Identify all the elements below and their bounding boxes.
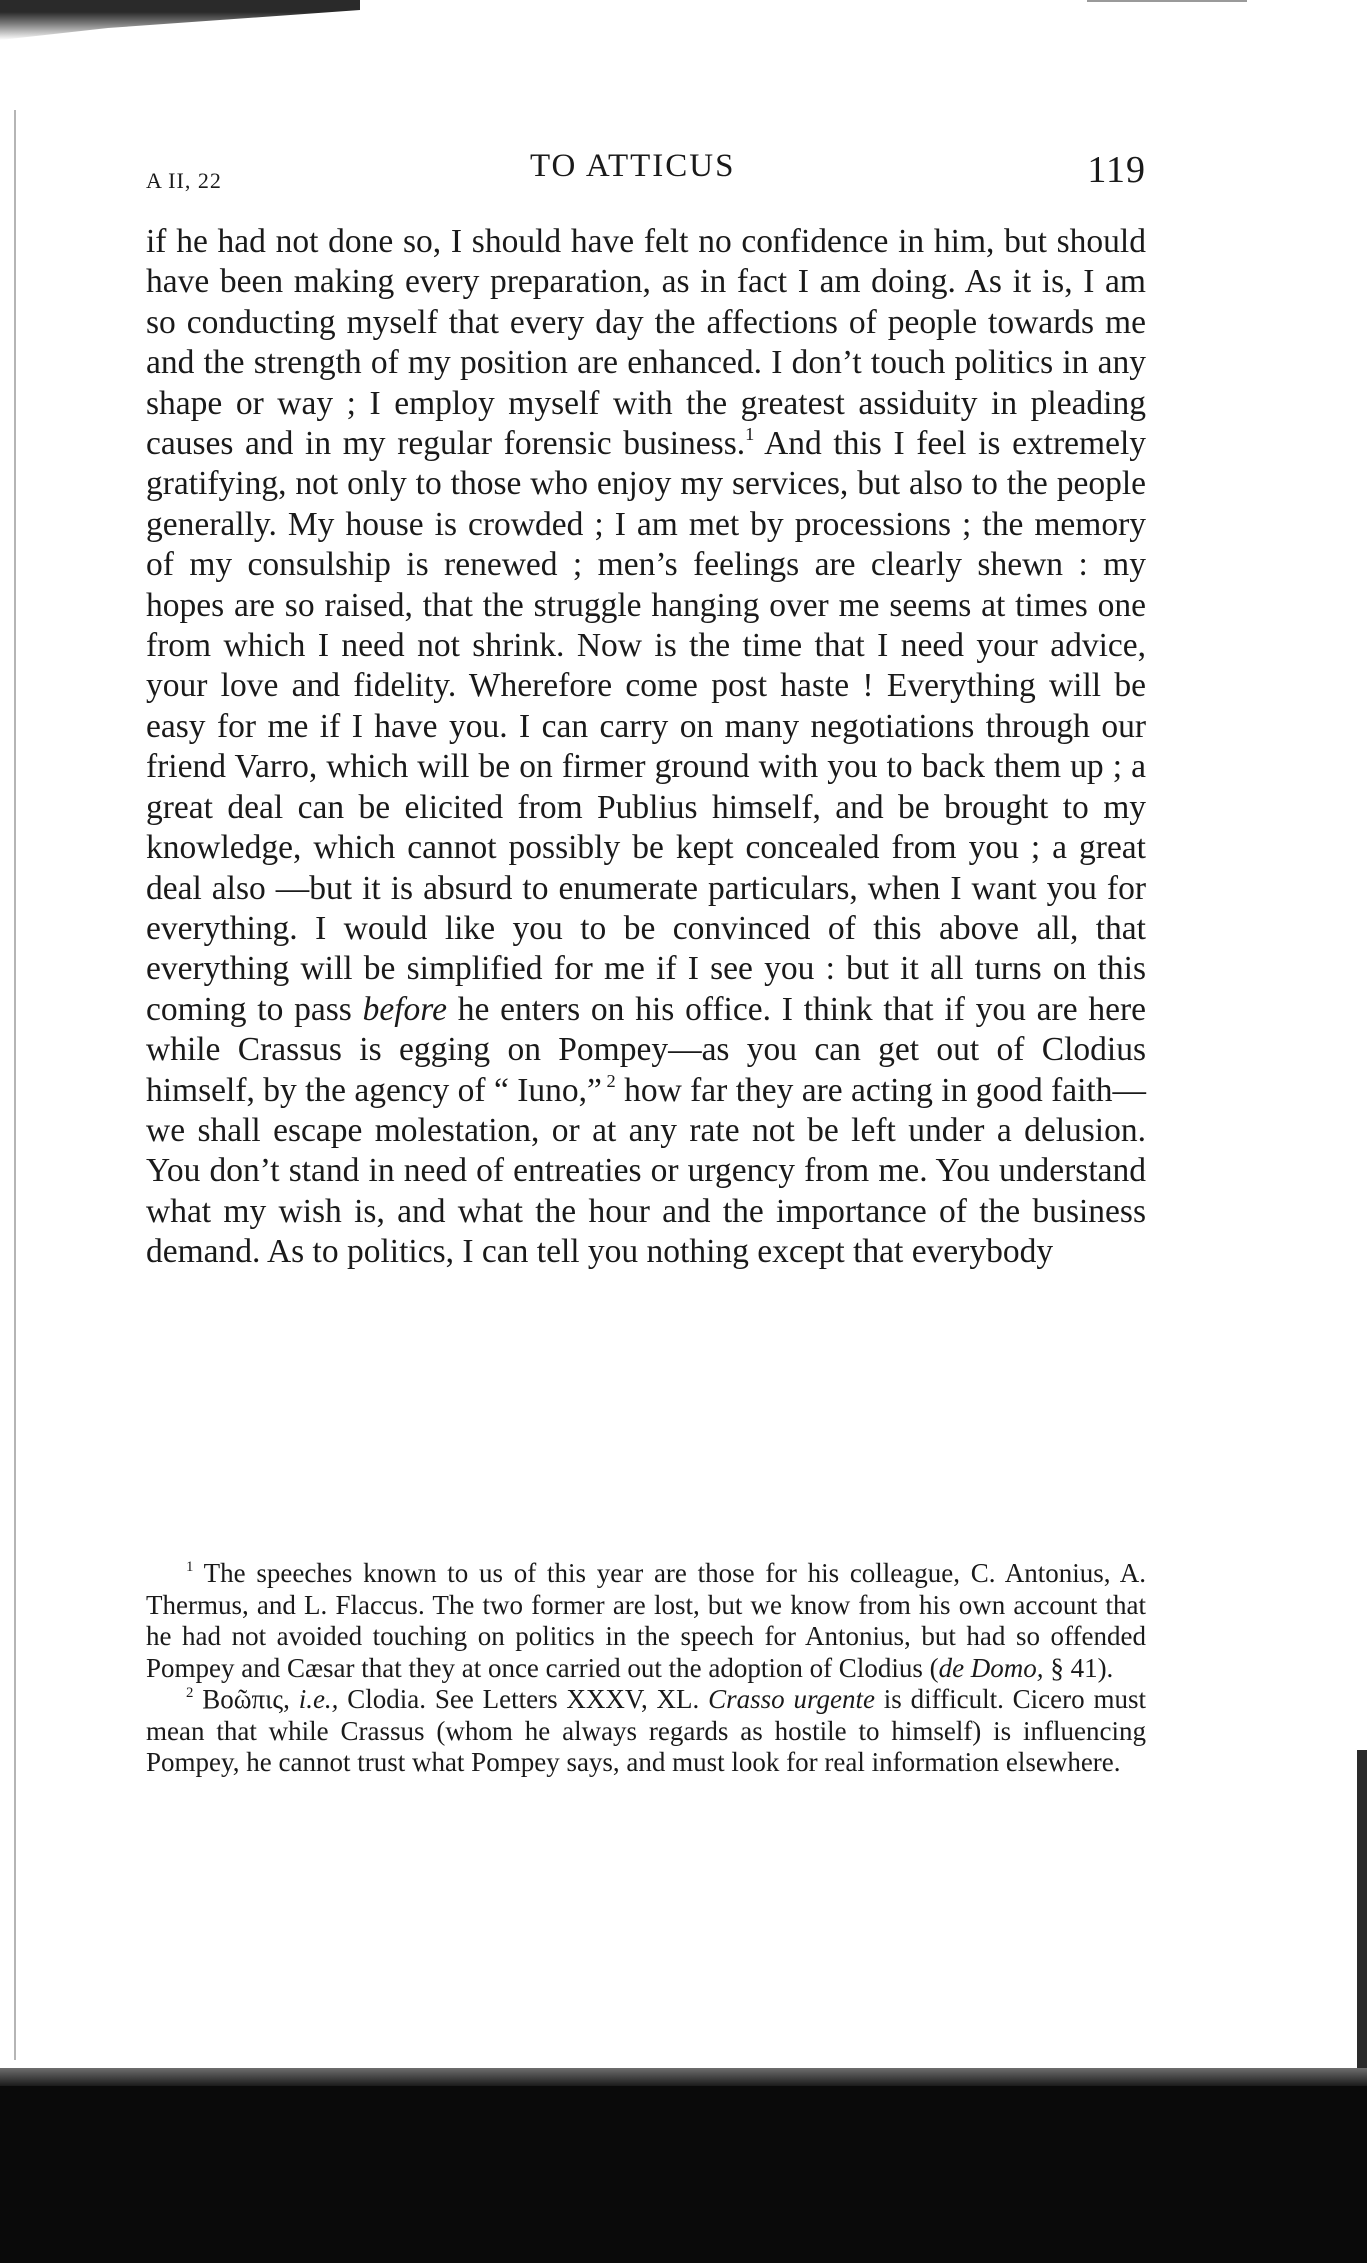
footnote-1-text: The speeches known to us of this year are those for his colleague, C. Antonius, A. Thermus, and L. Flaccus. The two former are lost, but we know from his own account that he had not avoided touching on politics in the speech for Antonius, but had so offended Pompey and Cæsar that they at once carried out the adoption of Clodius ( xyxy=(146,1558,1146,1683)
body-text-part-2: And this I feel is extremely gratifying, not only to those who enjoy my services, but also to the people generally. My house is crowded ; I am met by processions ; the memory of my consulship is renewed ; men’s feelings are clearly shewn : my hopes are so raised, that the struggle hanging over me seems at times one from which I need not shrink. Now is the time that I need your advice, your love and fidelity. Wherefore come post haste ! Everything will be easy for me if I have you. I can carry on many negotiations through our friend Varro, which will be on firmer ground with you to back them up ; a great deal can be elicited from Publius himself, and be brought to my knowledge, which cannot possibly be kept concealed from you ; a great deal also —but it is absurd to enumerate particulars, when I want you for everything. I would like you to be convinced of this above all, that everything will be simplified for me if I see you : but it all turns on this coming to pass xyxy=(146,425,1146,1028)
footnote-2-emphasis: Crasso urgente xyxy=(708,1684,875,1714)
footnote-1-emphasis: de Domo, xyxy=(938,1652,1044,1683)
footnote-2-marker: 2 xyxy=(186,1684,194,1701)
footnote-2-ie: i.e., xyxy=(289,1684,339,1714)
scan-top-line xyxy=(1087,0,1247,2)
footnotes xyxy=(146,1558,1146,1779)
footnote-2-text: Clodia. See Letters XXXV, XL. xyxy=(338,1684,709,1714)
emphasis-before: before xyxy=(362,990,447,1028)
running-title: TO ATTICUS xyxy=(530,148,736,184)
scan-right-edge xyxy=(1357,1750,1367,2070)
body-text-part-3: he enters on his office. I think that if you are here while Crassus is egging on Pompey—as you can get out of Clodius himself, by the agency of “ Iuno,” xyxy=(146,990,1146,1109)
letter-reference: A II, 22 xyxy=(146,168,222,193)
footnote-2-greek: Βοῶπις, xyxy=(193,1684,290,1714)
footnote-ref-1: 1 xyxy=(745,424,755,445)
footnote-1 xyxy=(146,1558,1146,1684)
body-text-part-4: how far they are acting in good faith—we shall escape molestation, or at any rate not be left under a delusion. You don’t stand in need of entreaties or urgency from me. You understand what my wish is, and what the hour and the importance of the business demand. As to politics, I can tell you nothing except that everybody xyxy=(146,1071,1146,1271)
scan-bottom-band xyxy=(0,2068,1367,2263)
footnote-2-end: is difficult. Cicero must mean that while Crassus (whom he always regards as hostile to himself) is influencing Pompey, he cannot trust what Pompey says, and must look for real information elsewhere. xyxy=(146,1684,1146,1777)
footnote-1-marker: 1 xyxy=(186,1558,194,1575)
body-text-part-1: if he had not done so, I should have felt no confidence in him, but should have been making every preparation, as in fact I am doing. As it is, I am so conducting myself that every day the affections of people towards me and the strength of my position are enhanced. I don’t touch politics in any shape or way ; I employ myself with the greatest assiduity in pleading causes and in my regular forensic business. xyxy=(146,223,1146,463)
footnote-1-end: § 41). xyxy=(1043,1652,1114,1683)
page-number: 119 xyxy=(1087,149,1146,191)
footnote-ref-2: 2 xyxy=(601,1070,616,1091)
scan-left-edge xyxy=(14,110,16,2060)
running-header xyxy=(146,148,1146,192)
footnote-2 xyxy=(146,1684,1146,1779)
body-paragraph xyxy=(146,222,1146,1273)
scan-top-smudge xyxy=(0,0,360,40)
